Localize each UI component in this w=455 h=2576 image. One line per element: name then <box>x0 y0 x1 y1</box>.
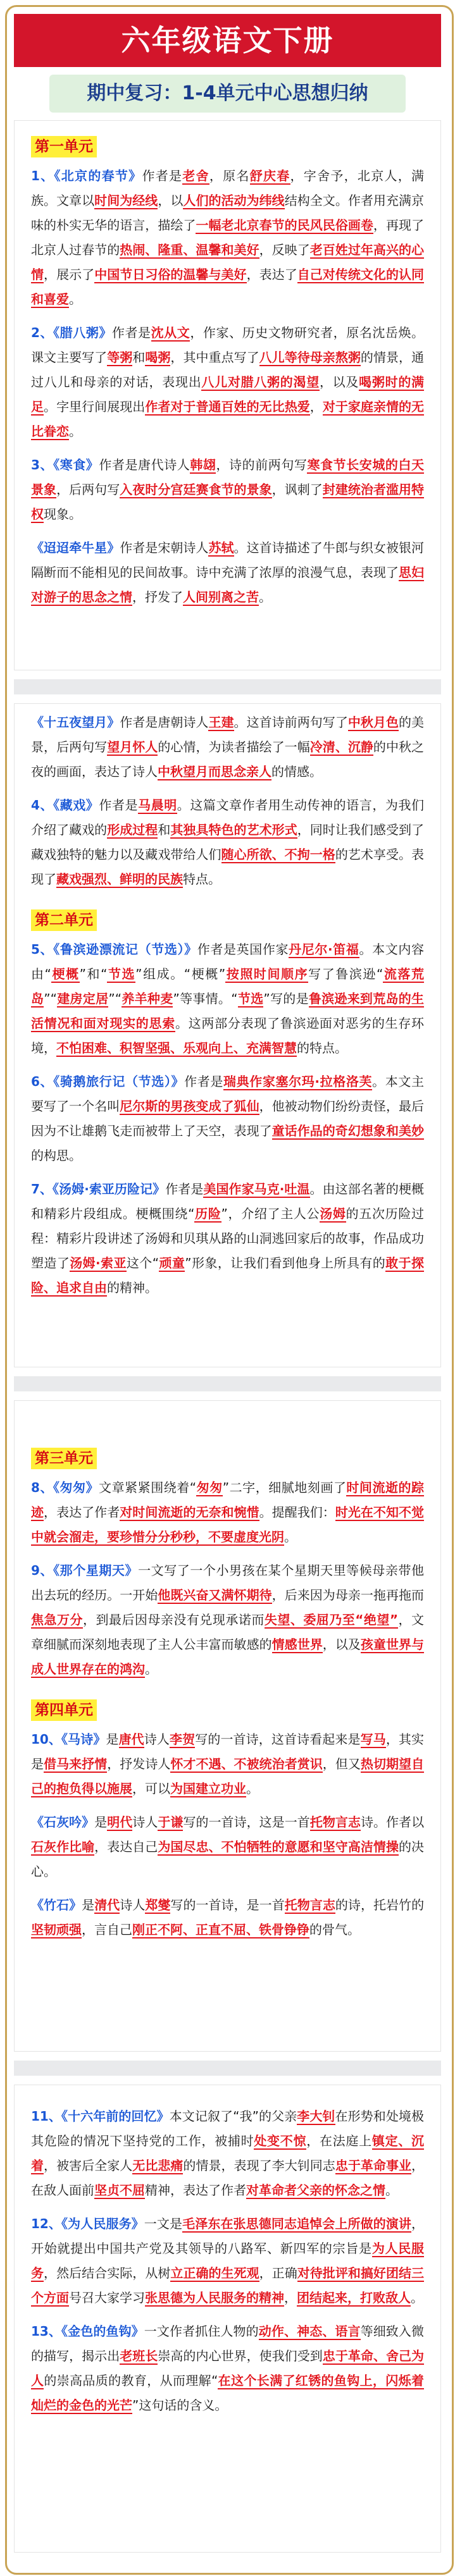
item-text: 诗人 <box>144 1732 170 1747</box>
key-phrase: 封建统治者滥用特权 <box>31 482 425 522</box>
item-text: ”“ <box>44 991 58 1006</box>
item-title: 《汤姆·索亚历险记》 <box>53 1181 166 1197</box>
item-title: 10、 <box>31 1732 62 1747</box>
item-text: ”等事情。“ <box>173 991 238 1006</box>
item-text: 。 <box>385 2183 398 2198</box>
key-phrase: 舒庆春 <box>249 168 290 183</box>
item-text: 。 <box>411 2290 423 2305</box>
item-text: 作者是唐朝诗人 <box>120 715 209 730</box>
item-text: ”和“ <box>79 966 108 982</box>
key-phrase: 明代 <box>107 1815 133 1830</box>
item-text: ，展示了 <box>44 267 95 282</box>
key-phrase: 无比悲痛 <box>132 2158 184 2173</box>
key-phrase: 节选 <box>237 991 264 1006</box>
item-title: 《竹石》 <box>31 1897 82 1913</box>
key-phrase: 马晨明 <box>138 798 177 813</box>
item-text: ，同时让我们感受到了藏戏独特的魅力以及藏戏带给人们 <box>31 822 425 862</box>
key-phrase: 喝粥时的满足 <box>31 374 425 414</box>
list-item <box>31 1069 424 1168</box>
item-text: 这个“ <box>126 1255 159 1271</box>
key-phrase: 汤姆 <box>320 1206 346 1221</box>
item-text: ，在法庭上 <box>306 2133 372 2148</box>
item-title: 《金色的鱼钩》 <box>61 2324 144 2339</box>
key-phrase: 尼尔斯的男孩变成了狐仙 <box>120 1099 259 1114</box>
list-item <box>31 937 424 1061</box>
item-text: ，讽刺了 <box>271 482 323 497</box>
key-phrase: 八儿等待母亲熬粥 <box>259 350 361 365</box>
key-phrase: 李大钊 <box>297 2109 335 2124</box>
item-text: 。 <box>69 292 82 307</box>
key-phrase: 立正确的生死观 <box>170 2265 259 2281</box>
list-item <box>31 1558 424 1682</box>
item-text: 作者是宋朝诗人 <box>120 540 209 555</box>
key-phrase: 流落荒岛 <box>31 966 424 1006</box>
key-phrase: 等粥 <box>107 350 133 365</box>
item-text: 的骨气。 <box>309 1922 360 1937</box>
key-phrase: 一幅老北京春节的民风民俗画卷 <box>196 218 373 233</box>
list-item <box>31 1893 424 1942</box>
key-phrase: 丹尼尔·笛福 <box>289 942 359 957</box>
item-text: 崇高的内心世界，使我们受到 <box>158 2348 323 2363</box>
item-text: ，其中重点写了 <box>170 350 259 365</box>
item-text: 。这两部分表现了鲁滨逊面对恶劣的生存环境， <box>31 1016 425 1056</box>
key-phrase: 童话作品的奇幻想象和美妙 <box>271 1123 425 1138</box>
item-title: 4、 <box>31 798 54 813</box>
item-text: ，后两句写 <box>56 482 120 497</box>
item-text: 的情景，通过八儿和母亲的对话，表现出 <box>31 350 425 390</box>
item-text: ，表达自己 <box>94 1839 158 1854</box>
item-text: ”这句话的含义。 <box>132 2398 228 2413</box>
item-text: 的心情，为读者描绘了一幅 <box>158 739 310 755</box>
item-title: 《骑鹅旅行记（节选）》 <box>53 1074 185 1089</box>
key-phrase: 入夜时分宫廷赛食节的景象 <box>120 482 272 497</box>
item-text: 写的一首诗，这首诗看起来是 <box>195 1732 361 1747</box>
key-phrase: 对革命者父亲的怀念之情 <box>246 2183 385 2198</box>
item-text: 等细致入微的描写，揭示出 <box>31 2324 425 2363</box>
key-phrase: 其独具特色的艺术形式 <box>170 822 297 837</box>
item-text: ，在敌人面前 <box>31 2158 425 2198</box>
key-phrase: 不怕困难、积智坚强、乐观向上、充满智慧 <box>56 1040 297 1056</box>
item-text: 是 <box>82 1897 95 1913</box>
key-phrase: 托物言志 <box>284 1897 335 1913</box>
item-text: 的构思。 <box>31 1148 82 1163</box>
item-text: 和 <box>158 822 171 837</box>
item-text: 。 <box>259 589 271 605</box>
list-item <box>31 710 424 784</box>
key-phrase: 老百姓过年高兴的心情 <box>31 242 425 282</box>
item-title: 《十六年前的回忆》 <box>61 2109 170 2124</box>
item-text: ，以及 <box>319 374 359 390</box>
item-text: ，开始就提出中国共产党及其领导的八路军、新四军的宗旨是 <box>31 2216 425 2256</box>
key-phrase: 他既兴奋又满怀期待 <box>158 1587 272 1603</box>
key-phrase: 刚正不阿、正直不屈、铁骨铮铮 <box>132 1922 309 1937</box>
item-title: 13、 <box>31 2324 62 2339</box>
unit-heading-2: 第二单元 <box>31 909 97 931</box>
item-title: 《为人民服务》 <box>61 2216 144 2231</box>
item-text: ”二字，细腻地刻画了 <box>222 1480 347 1495</box>
item-title: 11、 <box>31 2109 61 2124</box>
item-text: ，但又 <box>322 1756 361 1772</box>
key-phrase: 老舍 <box>182 168 209 183</box>
key-phrase: 自己对传统文化的认同和喜爱 <box>31 267 425 307</box>
item-text: 作者是英国作家 <box>197 942 289 957</box>
item-text: ，反映了 <box>259 242 310 257</box>
item-title: 《石灰吟》 <box>31 1815 95 1830</box>
item-text: ，以 <box>158 193 184 208</box>
key-phrase: 焦急万分 <box>31 1612 83 1627</box>
item-text: 诗。作者以 <box>360 1815 425 1830</box>
key-phrase: 建房定居 <box>57 991 109 1006</box>
item-text: 作者是 <box>165 1181 204 1197</box>
section-divider <box>14 1376 441 1391</box>
item-text: 。这首诗前两句写了 <box>234 715 348 730</box>
card-4 <box>14 2085 441 2553</box>
item-text: 文章紧紧围绕着“ <box>99 1480 197 1495</box>
item-title: 《腊八粥》 <box>53 325 112 340</box>
key-phrase: 为人民服务 <box>31 2241 425 2281</box>
key-phrase: 李贺 <box>170 1732 196 1747</box>
item-text: ，字舍予，北京人，满族。文章以 <box>31 168 425 208</box>
item-text: ，其实是 <box>31 1732 425 1772</box>
key-phrase: 石灰作比喻 <box>31 1839 95 1854</box>
item-text: 写了鲁滨逊“ <box>308 966 383 982</box>
item-text: ，言自己 <box>82 1922 132 1937</box>
item-text: 在形势和处境极其危险的情况下坚持党的工作，被捕时 <box>31 2109 424 2148</box>
key-phrase: 匆匆 <box>196 1480 223 1495</box>
item-text: ”“ <box>108 991 122 1006</box>
item-text: 作者是 <box>99 798 139 813</box>
list-item <box>31 321 424 444</box>
item-text: 和 <box>132 350 146 365</box>
item-text: ，他被动物们纷纷责怪，最后因为不让雄鹅飞走而被带上了天空，表现了 <box>31 1099 425 1138</box>
item-text: ，原名 <box>209 168 250 183</box>
key-phrase: 团结起来，打败敌人 <box>297 2290 411 2305</box>
key-phrase: 中国节日习俗的温馨与美好 <box>94 267 247 282</box>
key-phrase: 鲁滨逊来到荒岛的生活情况和面对现实的思索 <box>31 991 425 1031</box>
item-title: 《寒食》 <box>53 457 99 472</box>
item-text: 。本文内容由“ <box>31 942 425 982</box>
list-item <box>31 1177 424 1300</box>
item-text: 。这篇文章作者用生动传神的语言，为我们介绍了藏戏的 <box>31 798 425 837</box>
item-text: 。 <box>246 1781 259 1796</box>
key-phrase: 热闹、隆重、温馨和美好 <box>120 242 259 257</box>
list-item <box>31 793 424 892</box>
key-phrase: 对时间流逝的无奈和惋惜 <box>120 1505 259 1520</box>
item-text: 的情景，表现了李大钊同志 <box>183 2158 335 2173</box>
key-phrase: 望月怀人 <box>107 739 158 755</box>
item-text: 结构全文。作者用充满京味的朴实无华的语言，描绘了 <box>31 193 425 233</box>
item-text: 本文记叙了“我”的父亲 <box>169 2109 297 2124</box>
item-title: 《十五夜望月》 <box>31 715 120 730</box>
key-phrase: 忠于革命事业 <box>335 2158 412 2173</box>
item-title: 7、 <box>31 1181 53 1197</box>
key-phrase: 在这个长满了红锈的鱼钩上，闪烁着灿烂的金色的光芒 <box>31 2373 424 2413</box>
item-text: ，被害后全家人 <box>44 2158 133 2173</box>
card-1 <box>14 120 441 670</box>
item-text: ，后来因为母亲一拖再拖而 <box>271 1587 425 1603</box>
key-phrase: 镇定、沉着 <box>31 2133 425 2173</box>
item-text: ，诗的前两句写 <box>216 457 308 472</box>
key-phrase: 时间流逝的踪迹 <box>31 1480 425 1520</box>
key-phrase: 苏轼 <box>208 540 234 555</box>
item-text: ， <box>284 2290 297 2305</box>
item-text: 一文是 <box>144 2216 183 2231</box>
key-phrase: 忠于革命、舍己为人 <box>31 2348 425 2388</box>
key-phrase: 为国尽忠、不怕牺牲的意愿和坚守高洁情操 <box>158 1839 399 1854</box>
card-2 <box>14 703 441 1367</box>
item-text: ，作家、历史文物研究者，原名沈岳焕。课文主要写了 <box>31 325 425 365</box>
item-text: ”，介绍了主人公 <box>221 1206 320 1221</box>
item-text: 是 <box>94 1815 108 1830</box>
key-phrase: 瑞典作家塞尔玛·拉格洛芙 <box>223 1074 373 1089</box>
item-title: 5、 <box>31 942 54 957</box>
item-text: ，表达了作者 <box>44 1505 120 1520</box>
item-text: ，然后结合实际，从树 <box>44 2265 171 2281</box>
key-phrase: 喝粥 <box>145 350 171 365</box>
list-item <box>31 164 424 312</box>
key-phrase: 为国建立功业 <box>170 1781 246 1796</box>
key-phrase: 养羊种麦 <box>122 991 173 1006</box>
item-text: 特点。 <box>183 872 221 887</box>
item-text: 的中秋之夜的画面，表达了诗人 <box>31 739 425 779</box>
item-text: 一文作者抓住人物的 <box>144 2324 259 2339</box>
item-text: ，可以 <box>132 1781 170 1796</box>
unit-heading-4: 第四单元 <box>31 1699 97 1721</box>
key-phrase: 历险 <box>194 1206 221 1221</box>
list-item <box>31 1810 424 1884</box>
item-text: ，表达了 <box>246 267 297 282</box>
key-phrase: 人们的活动为纬线 <box>183 193 285 208</box>
key-phrase: 藏戏强烈、鲜明的民族 <box>56 872 183 887</box>
key-phrase: 冷清、沉静 <box>309 739 373 755</box>
item-text: ，再现了北京人过春节的 <box>31 218 425 257</box>
key-phrase: 孩童世界与成人世界存在的鸿沟 <box>31 1637 425 1677</box>
item-text: 一文写了一个小男孩在某个星期天里等候母亲带他出去玩的经历。一开始 <box>31 1563 425 1603</box>
item-text: ，抒发诗人 <box>107 1756 171 1772</box>
item-text: ，以及 <box>322 1637 361 1652</box>
key-phrase: 对于家庭亲情的无比眷恋 <box>31 399 425 439</box>
unit-heading-1: 第一单元 <box>31 136 97 157</box>
item-text: 写的一首诗，是一首 <box>170 1897 285 1913</box>
key-phrase: 王建 <box>208 715 234 730</box>
item-title: 《那个星期天》 <box>53 1563 139 1578</box>
key-phrase: 八儿对腊八粥的渴望 <box>201 374 320 390</box>
list-item <box>31 1476 424 1550</box>
item-text: 。 <box>69 424 82 439</box>
item-title: 6、 <box>31 1074 54 1089</box>
item-text: 精神，表达了作者 <box>145 2183 246 2198</box>
key-phrase: 节选 <box>107 966 136 982</box>
item-text: 。本文主要写了一个名叫 <box>31 1074 425 1114</box>
item-title: 《匆匆》 <box>53 1480 99 1495</box>
key-phrase: 坚贞不屈 <box>94 2183 145 2198</box>
item-title: 12、 <box>31 2216 62 2231</box>
item-title: 《迢迢牵牛星》 <box>31 540 120 555</box>
item-text: 的决心。 <box>31 1839 425 1879</box>
item-text: ，抒发了 <box>132 589 183 605</box>
item-text: 的精神。 <box>107 1280 158 1295</box>
key-phrase: 美国作家马克·吐温 <box>203 1181 310 1197</box>
key-phrase: 思妇对游子的思念之情 <box>31 565 425 605</box>
key-phrase: 沈从文 <box>151 325 190 340</box>
item-text: 号召大家学习 <box>69 2290 145 2305</box>
item-title: 《鲁滨逊漂流记（节选）》 <box>53 942 197 957</box>
item-text: 作者是 <box>111 325 151 340</box>
key-phrase: 人间别离之苦 <box>183 589 259 605</box>
item-text: 写的一首诗，这是一首 <box>183 1815 310 1830</box>
key-phrase: 老班长 <box>120 2348 158 2363</box>
key-phrase: 敢于探险、追求自由 <box>31 1255 425 1295</box>
item-text: 的崇高品质的教育，从而理解“ <box>44 2373 218 2388</box>
item-text: 。由这部名著的梗概和精彩片段组成。梗概围绕“ <box>31 1181 425 1221</box>
item-text: 的诗，托岩竹的 <box>335 1897 425 1913</box>
list-item <box>31 1727 424 1801</box>
list-item <box>31 2104 424 2203</box>
key-phrase: 中秋月色 <box>347 715 399 730</box>
item-text: 的情感。 <box>271 764 322 779</box>
key-phrase: 失望、委屈乃至“绝望” <box>264 1612 399 1627</box>
key-phrase: 坚韧顽强 <box>31 1922 82 1937</box>
key-phrase: 于谦 <box>158 1815 184 1830</box>
item-title: 1、 <box>31 168 54 183</box>
card-3 <box>14 1400 441 2052</box>
item-title: 《马诗》 <box>61 1732 106 1747</box>
item-text: 作者是 <box>142 168 183 183</box>
key-phrase: 情感世界 <box>271 1637 323 1652</box>
item-title: 《藏戏》 <box>53 798 99 813</box>
key-phrase: 寒食节长安城的白天景象 <box>31 457 425 497</box>
item-text: 。 <box>145 1661 158 1677</box>
list-item <box>31 453 424 527</box>
key-phrase: 唐代 <box>118 1732 144 1747</box>
key-phrase: 怀才不遇、不被统治者赏识 <box>170 1756 323 1772</box>
key-phrase: 顽童 <box>159 1255 185 1271</box>
item-title: 9、 <box>31 1563 54 1578</box>
key-phrase: 作者对于普通百姓的无比热爱 <box>145 399 310 414</box>
item-text: 的特点。 <box>297 1040 347 1056</box>
key-phrase: 处变不惊 <box>254 2133 307 2148</box>
item-text: ， <box>309 399 323 414</box>
section-divider <box>14 2061 441 2076</box>
list-item <box>31 2319 424 2418</box>
item-text: 的五次历险过程：精彩片段讲述了汤姆和贝琪从路的山洞逃回家后的故事，作品成功塑造了 <box>31 1206 425 1271</box>
key-phrase: 热切期望自己的抱负得以施展 <box>31 1756 425 1796</box>
list-item <box>31 2212 424 2310</box>
page-title: 六年级语文下册 <box>14 14 441 67</box>
item-text: 。这首诗描述了牛郎与织女被银河隔断而不能相见的民间故事。诗中充满了浓厚的浪漫气息，表现了 <box>31 540 425 580</box>
key-phrase: 清代 <box>94 1897 120 1913</box>
key-phrase: 按照时间顺序 <box>225 966 309 982</box>
key-phrase: 动作、神态、语言 <box>258 2324 361 2339</box>
key-phrase: 形成过程 <box>107 822 158 837</box>
item-title: 3、 <box>31 457 54 472</box>
item-title: 8、 <box>31 1480 53 1495</box>
page-subtitle: 期中复习：1-4单元中心思想归纳 <box>49 75 406 113</box>
item-title: 《北京的春节》 <box>54 168 142 183</box>
key-phrase: 毛泽东在张思德同志追悼会上所做的演讲 <box>182 2216 412 2231</box>
item-text: 。提醒我们： <box>259 1505 335 1520</box>
key-phrase: 托物言志 <box>309 1815 361 1830</box>
key-phrase: 梗概 <box>51 966 80 982</box>
item-text: 是 <box>106 1732 119 1747</box>
item-text: 诗人 <box>132 1815 158 1830</box>
item-text: 诗人 <box>120 1897 146 1913</box>
key-phrase: 时光在不知不觉中就会溜走，要珍惜分分秒秒，不要虚度光阴 <box>31 1505 425 1544</box>
item-text: ，正确 <box>259 2265 297 2281</box>
key-phrase: 对待批评和搞好团结三个方面 <box>31 2265 425 2305</box>
item-text: ”形象，让我们看到他身上所具有的 <box>185 1255 386 1271</box>
key-phrase: 郑燮 <box>145 1897 171 1913</box>
key-phrase: 随心所欲、不拘一格 <box>221 847 335 862</box>
key-phrase: 汤姆·索亚 <box>70 1255 127 1271</box>
key-phrase: 写马 <box>360 1732 386 1747</box>
item-text: 的美景，后两句写 <box>31 715 425 755</box>
item-text: 的艺术享受。表现了 <box>31 847 425 887</box>
unit-heading-3: 第三单元 <box>31 1448 97 1469</box>
item-text: 现象。 <box>44 507 82 522</box>
key-phrase: 借马来抒情 <box>44 1756 108 1772</box>
item-text: 。字里行间展现出 <box>44 399 146 414</box>
item-title: 2、 <box>31 325 54 340</box>
item-text: ”组成。“梗概” <box>135 966 226 982</box>
item-text: 作者是 <box>184 1074 223 1089</box>
item-text: ，到最后因母亲没有兑现承诺而 <box>82 1612 265 1627</box>
item-text: 作者是唐代诗人 <box>99 457 190 472</box>
key-phrase: 时间为经线 <box>94 193 158 208</box>
item-text: ，文章细腻而深刻地表现了主人公丰富而敏感的 <box>31 1612 425 1652</box>
key-phrase: 韩翃 <box>190 457 216 472</box>
list-item <box>31 536 424 610</box>
key-phrase: 张思德为人民服务的精神 <box>145 2290 284 2305</box>
key-phrase: 中秋望月而思念亲人 <box>158 764 271 779</box>
item-text: 。 <box>284 1529 297 1544</box>
item-text: ”写的是 <box>263 991 309 1006</box>
section-divider <box>14 679 441 694</box>
